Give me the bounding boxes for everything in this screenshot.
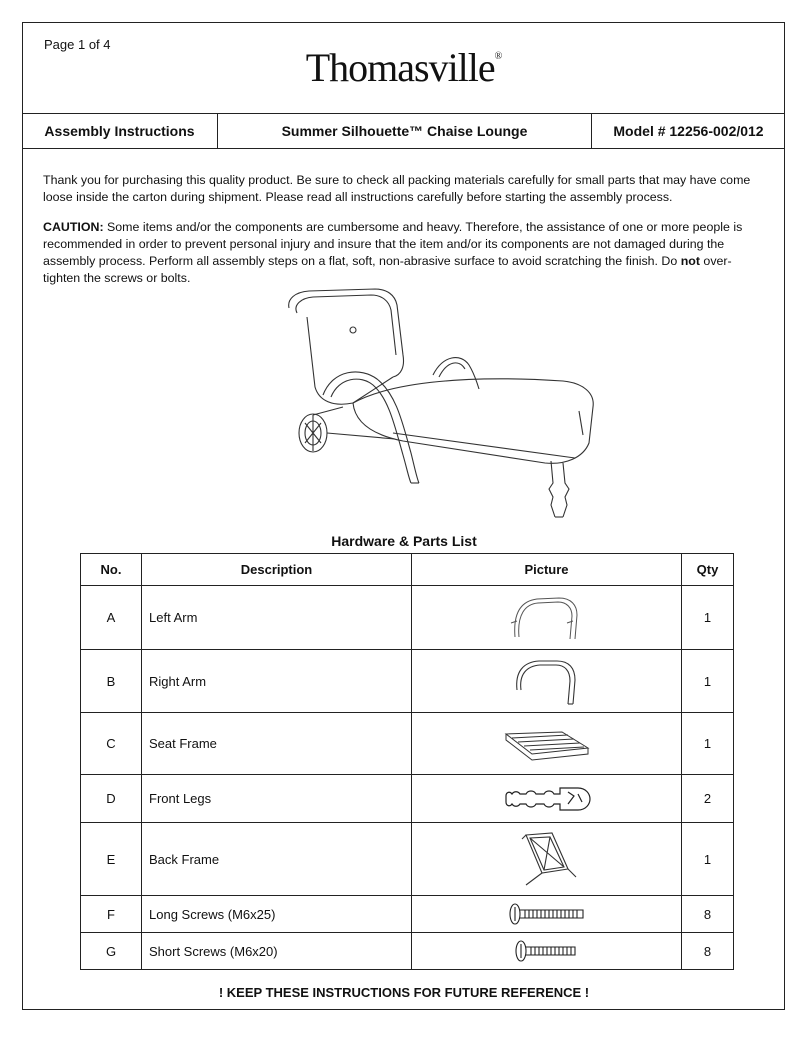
short-screw-icon xyxy=(513,939,581,963)
table-row xyxy=(81,713,734,775)
table-row xyxy=(81,933,734,970)
page-number: Page 1 of 4 xyxy=(44,37,111,52)
intro-paragraph: Thank you for purchasing this quality product. Be sure to check all packing materials carefully for small parts that may have come loose inside the carton during shipment. Please read all instructions carefully before starting the assembly process. xyxy=(43,173,751,204)
part-picture xyxy=(412,650,682,713)
header-doc-type: Assembly Instructions xyxy=(22,114,218,148)
left-arm-icon xyxy=(507,593,587,643)
caution-emphasis: not xyxy=(680,254,700,268)
caution-paragraph xyxy=(43,219,765,287)
part-picture xyxy=(412,933,682,970)
part-no: G xyxy=(81,933,142,970)
long-screw-icon xyxy=(507,902,587,926)
parts-list-title: Hardware & Parts List xyxy=(331,533,477,549)
seat-frame-icon xyxy=(502,724,592,764)
registered-mark: ® xyxy=(494,51,503,62)
part-qty: 1 xyxy=(682,586,734,650)
part-description: Long Screws (M6x25) xyxy=(142,896,412,933)
part-qty: 8 xyxy=(682,933,734,970)
table-row xyxy=(81,775,734,823)
part-qty: 1 xyxy=(682,650,734,713)
part-description: Back Frame xyxy=(142,823,412,896)
part-description: Front Legs xyxy=(142,775,412,823)
part-qty: 1 xyxy=(682,823,734,896)
col-header-picture: Picture xyxy=(412,554,682,586)
table-row xyxy=(81,586,734,650)
part-no: E xyxy=(81,823,142,896)
part-picture xyxy=(412,896,682,933)
col-header-no: No. xyxy=(81,554,142,586)
part-qty: 2 xyxy=(682,775,734,823)
part-description: Right Arm xyxy=(142,650,412,713)
part-qty: 8 xyxy=(682,896,734,933)
header-model-number: Model # 12256-002/012 xyxy=(613,123,764,139)
table-row xyxy=(81,896,734,933)
header-product-name: Summer Silhouette™ Chaise Lounge xyxy=(218,114,592,148)
part-no: F xyxy=(81,896,142,933)
part-no: C xyxy=(81,713,142,775)
table-row xyxy=(81,823,734,896)
part-description: Left Arm xyxy=(142,586,412,650)
back-frame-icon xyxy=(512,829,582,889)
part-picture xyxy=(412,775,682,823)
part-no: D xyxy=(81,775,142,823)
part-qty: 1 xyxy=(682,713,734,775)
caution-label: CAUTION: xyxy=(43,220,104,234)
col-header-qty: Qty xyxy=(682,554,734,586)
caution-text-1: Some items and/or the components are cumbersome and heavy. Therefore, the assistance of one or more people is recommended in order to prevent personal injury and insure that the item and/or its components are not damaged during the assembly process. Perform all assembly steps on a flat, soft, non-abrasive surface to avoid scratching the finish. Do xyxy=(43,220,743,268)
footer-notice: ! KEEP THESE INSTRUCTIONS FOR FUTURE REFERENCE ! xyxy=(218,985,590,1000)
caution-text-2: over-tighten the screws or bolts. xyxy=(43,254,732,285)
part-picture xyxy=(412,586,682,650)
col-header-description: Description xyxy=(142,554,412,586)
table-header-row xyxy=(81,554,734,586)
part-picture xyxy=(412,823,682,896)
front-leg-icon xyxy=(502,782,592,816)
parts-table xyxy=(80,553,734,970)
part-description: Seat Frame xyxy=(142,713,412,775)
part-no: A xyxy=(81,586,142,650)
brand-logo xyxy=(0,44,808,91)
chaise-lounge-illustration xyxy=(283,283,603,525)
part-description: Short Screws (M6x20) xyxy=(142,933,412,970)
right-arm-icon xyxy=(507,656,587,706)
part-no: B xyxy=(81,650,142,713)
brand-name: Thomasville xyxy=(305,45,495,90)
table-row xyxy=(81,650,734,713)
header-bar xyxy=(22,113,785,149)
part-picture xyxy=(412,713,682,775)
